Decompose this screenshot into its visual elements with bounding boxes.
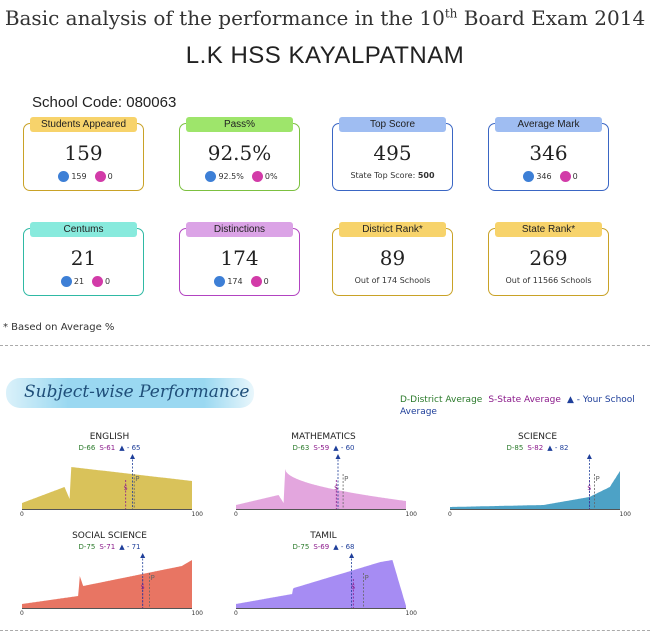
district-marker-label: P	[135, 475, 140, 483]
chart-averages	[22, 543, 197, 551]
girl-icon	[560, 171, 571, 182]
girls-count: 0	[105, 277, 111, 286]
stat-card-detail	[489, 171, 608, 182]
chart-title: SOCIAL SCIENCE	[72, 531, 147, 541]
chart-title: MATHEMATICS	[291, 432, 356, 442]
school-marker-icon	[140, 553, 145, 558]
district-average: D-75	[292, 543, 310, 551]
stat-card-value: 495	[373, 141, 412, 165]
school-marker-icon	[349, 553, 354, 558]
stat-card-value: 21	[70, 246, 97, 270]
district-average: D-85	[506, 444, 524, 452]
chart-title: ENGLISH	[89, 432, 130, 442]
school-marker-icon	[336, 454, 341, 459]
stat-card	[23, 224, 144, 296]
chart-averages	[236, 444, 411, 452]
axis-max-label: 100	[405, 511, 417, 518]
footnote: * Based on Average %	[3, 322, 115, 333]
girl-icon	[251, 276, 262, 287]
subject-chart	[20, 432, 203, 518]
girls-count: 0%	[264, 172, 278, 181]
section-title: Subject-wise Performance	[24, 382, 250, 402]
legend-state: S-State Average	[488, 395, 561, 405]
school-average: ▲ - 68	[333, 543, 355, 551]
stat-card-label: Pass%	[186, 117, 293, 132]
chart-averages	[450, 444, 625, 452]
stat-card-value: 269	[529, 246, 568, 270]
distribution-plot	[22, 454, 197, 512]
state-average: S-69	[313, 543, 330, 551]
boy-icon	[58, 171, 69, 182]
school-name: L.K HSS KAYALPATNAM	[185, 42, 465, 69]
school-code: School Code: 080063	[32, 94, 177, 111]
stat-card-label: Distinctions	[186, 222, 293, 237]
state-average: S-61	[99, 444, 116, 452]
legend-school: ▲ - Your School Average	[400, 395, 635, 417]
axis-min-label: 0	[20, 511, 24, 518]
state-marker-label: S	[123, 485, 128, 492]
district-average: D-75	[78, 543, 96, 551]
distribution-area	[236, 469, 406, 509]
stat-card-label: Average Mark	[495, 117, 602, 132]
distribution-plot	[236, 454, 411, 512]
distribution-plot	[22, 553, 197, 611]
boys-count: 159	[71, 172, 87, 181]
stat-card	[332, 224, 453, 296]
boy-icon	[205, 171, 216, 182]
girls-count: 0	[263, 277, 269, 286]
stat-card-detail: Out of 174 Schools	[354, 276, 431, 285]
stat-card-detail	[24, 276, 143, 287]
school-marker-icon	[130, 454, 135, 459]
state-average: S-82	[527, 444, 544, 452]
distribution-area	[22, 467, 192, 509]
subject-chart	[234, 531, 417, 617]
stat-card-detail	[180, 276, 299, 287]
state-top-label: State Top Score:	[350, 171, 418, 180]
girl-icon	[92, 276, 103, 287]
district-average: D-63	[292, 444, 310, 452]
boys-count: 346	[536, 172, 552, 181]
school-average: ▲ - 71	[119, 543, 141, 551]
state-marker-label: S	[587, 485, 592, 492]
legend-district: D-District Average	[400, 395, 483, 405]
person-icon: ▲	[566, 395, 574, 405]
state-top-value: 500	[417, 171, 435, 180]
stat-card	[179, 119, 300, 191]
section-banner	[6, 378, 254, 408]
school-average: ▲ - 82	[547, 444, 569, 452]
stat-card-value: 159	[64, 141, 103, 165]
stat-card	[23, 119, 144, 191]
girls-count: 0	[107, 172, 113, 181]
district-marker-label: P	[344, 475, 349, 483]
district-average: D-66	[78, 444, 96, 452]
girl-icon	[252, 171, 263, 182]
stat-card	[488, 119, 609, 191]
stat-card-label: District Rank*	[339, 222, 446, 237]
school-average: ▲ - 65	[119, 444, 141, 452]
stat-card	[332, 119, 453, 191]
stat-card-label: State Rank*	[495, 222, 602, 237]
boys-count: 92.5%	[218, 172, 244, 181]
stat-card-value: 89	[379, 246, 406, 270]
stat-card-value: 346	[529, 141, 568, 165]
axis-max-label: 100	[405, 610, 417, 617]
state-average: S-59	[313, 444, 330, 452]
stat-card	[179, 224, 300, 296]
stat-card-detail	[24, 171, 143, 182]
subject-chart	[20, 531, 203, 617]
axis-min-label: 0	[20, 610, 24, 617]
axis-max-label: 100	[191, 511, 203, 518]
district-marker-label: P	[364, 574, 369, 582]
stat-card-value: 92.5%	[207, 141, 272, 165]
axis-max-label: 100	[191, 610, 203, 617]
chart-averages	[236, 543, 411, 551]
chart-averages	[22, 444, 197, 452]
boys-count: 174	[227, 277, 243, 286]
chart-legend	[400, 394, 640, 418]
chart-title: TAMIL	[310, 531, 337, 541]
distribution-plot	[450, 454, 625, 512]
page-title: Basic analysis of the performance in the 10th Board Exam 2014	[4, 6, 646, 30]
district-marker-label: P	[595, 475, 600, 483]
stat-card-detail	[180, 171, 299, 182]
district-marker-label: P	[150, 574, 155, 582]
girls-count: 0	[572, 172, 578, 181]
divider	[0, 345, 650, 346]
axis-min-label: 0	[234, 511, 238, 518]
stat-card-detail: Out of 11566 Schools	[505, 276, 592, 285]
chart-title: SCIENCE	[517, 432, 558, 442]
boy-icon	[61, 276, 72, 287]
school-average: ▲ - 60	[333, 444, 355, 452]
state-marker-label: S	[351, 584, 356, 591]
subject-chart	[448, 432, 631, 518]
divider-bottom	[0, 630, 650, 631]
stat-card-detail	[333, 171, 452, 180]
stat-card-label: Centums	[30, 222, 137, 237]
axis-min-label: 0	[448, 511, 452, 518]
distribution-area	[236, 560, 406, 608]
state-marker-label: S	[334, 485, 339, 492]
state-average: S-71	[99, 543, 116, 551]
distribution-plot	[236, 553, 411, 611]
axis-min-label: 0	[234, 610, 238, 617]
distribution-area	[22, 560, 192, 608]
boys-count: 21	[73, 277, 85, 286]
boy-icon	[523, 171, 534, 182]
stat-card-value: 174	[220, 246, 259, 270]
axis-max-label: 100	[619, 511, 631, 518]
subject-chart	[234, 432, 417, 518]
stat-card	[488, 224, 609, 296]
stat-card-label: Top Score	[339, 117, 446, 132]
school-marker-icon	[587, 454, 592, 459]
state-marker-label: S	[140, 584, 145, 591]
stat-card-label: Students Appeared	[30, 117, 137, 132]
boy-icon	[214, 276, 225, 287]
girl-icon	[95, 171, 106, 182]
